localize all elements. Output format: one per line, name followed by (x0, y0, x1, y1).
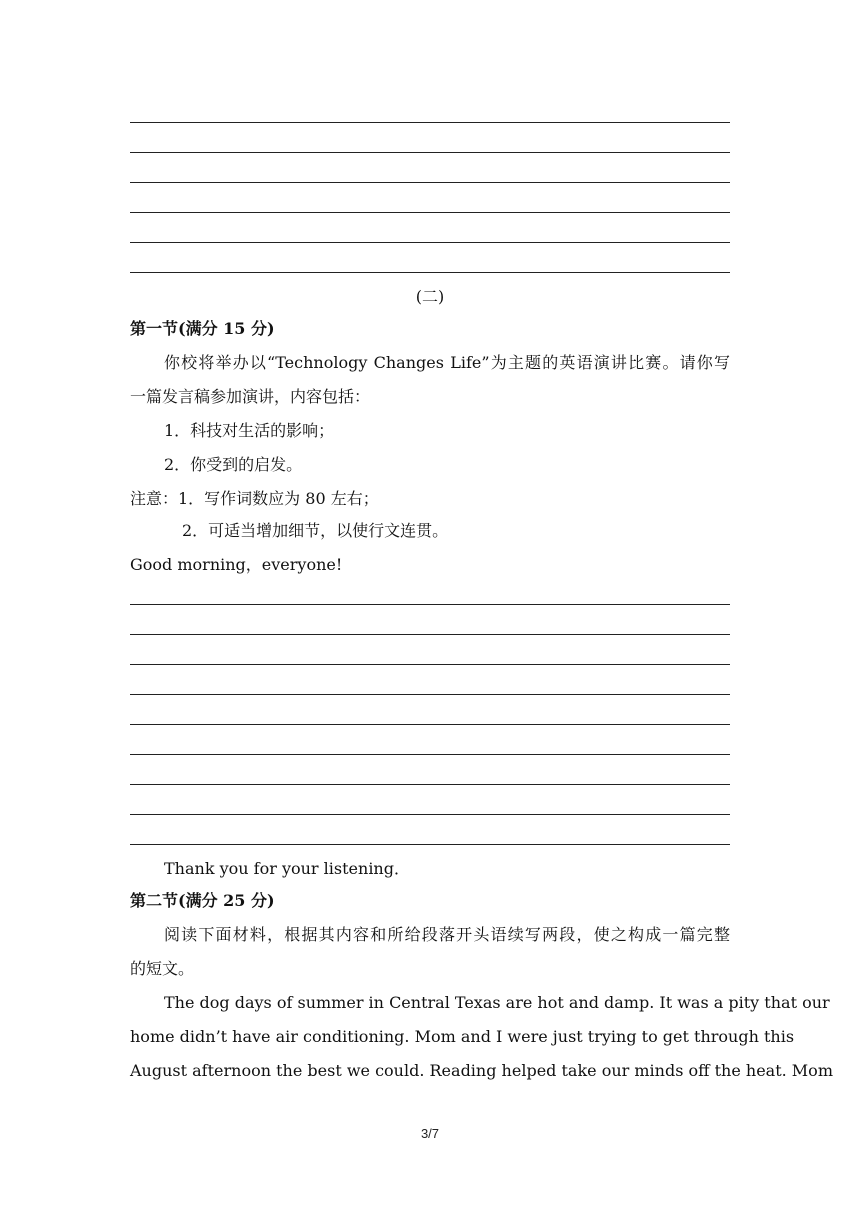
answer-line (130, 212, 730, 213)
answer-line (130, 604, 730, 605)
prompt-line-1: 你校将举办以“Technology Changes Life”为主题的英语演讲比赛。请你写 (164, 353, 730, 372)
answer-line (130, 152, 730, 153)
note-line-1: 注意：1．写作词数应为 80 左右； (130, 489, 379, 508)
answer-line (130, 694, 730, 695)
greeting: Good morning，everyone! (130, 555, 343, 574)
answer-line (130, 724, 730, 725)
closing: Thank you for your listening． (164, 859, 410, 878)
answer-line (130, 844, 730, 845)
section-heading: (二) (415, 287, 445, 306)
answer-line (130, 754, 730, 755)
part1-title: 第一节(满分 15 分) (130, 319, 275, 338)
prompt-line-2: 一篇发言稿参加演讲，内容包括： (130, 387, 371, 406)
part2-title: 第二节(满分 25 分) (130, 891, 275, 910)
passage-line: The dog days of summer in Central Texas are hot and damp. It was a pity that our (164, 993, 830, 1012)
answer-line (130, 634, 730, 635)
answer-line (130, 242, 730, 243)
point-item: 1．科技对生活的影响； (164, 421, 335, 440)
answer-line (130, 814, 730, 815)
answer-line (130, 182, 730, 183)
answer-line (130, 122, 730, 123)
point-item: 2．你受到的启发。 (164, 455, 303, 474)
answer-line (130, 272, 730, 273)
passage-line: home didn’t have air conditioning. Mom and I were just trying to get through this (130, 1027, 795, 1046)
instruction-line-1: 阅读下面材料，根据其内容和所给段落开头语续写两段，使之构成一篇完整 (164, 925, 730, 944)
page-number: 3/7 (420, 1126, 440, 1141)
answer-line (130, 784, 730, 785)
note-line-2: 2．可适当增加细节，以使行文连贯。 (182, 521, 449, 540)
answer-line (130, 664, 730, 665)
instruction-line-2: 的短文。 (130, 959, 195, 978)
passage-line: August afternoon the best we could. Reading helped take our minds off the heat. Mom (130, 1061, 833, 1080)
